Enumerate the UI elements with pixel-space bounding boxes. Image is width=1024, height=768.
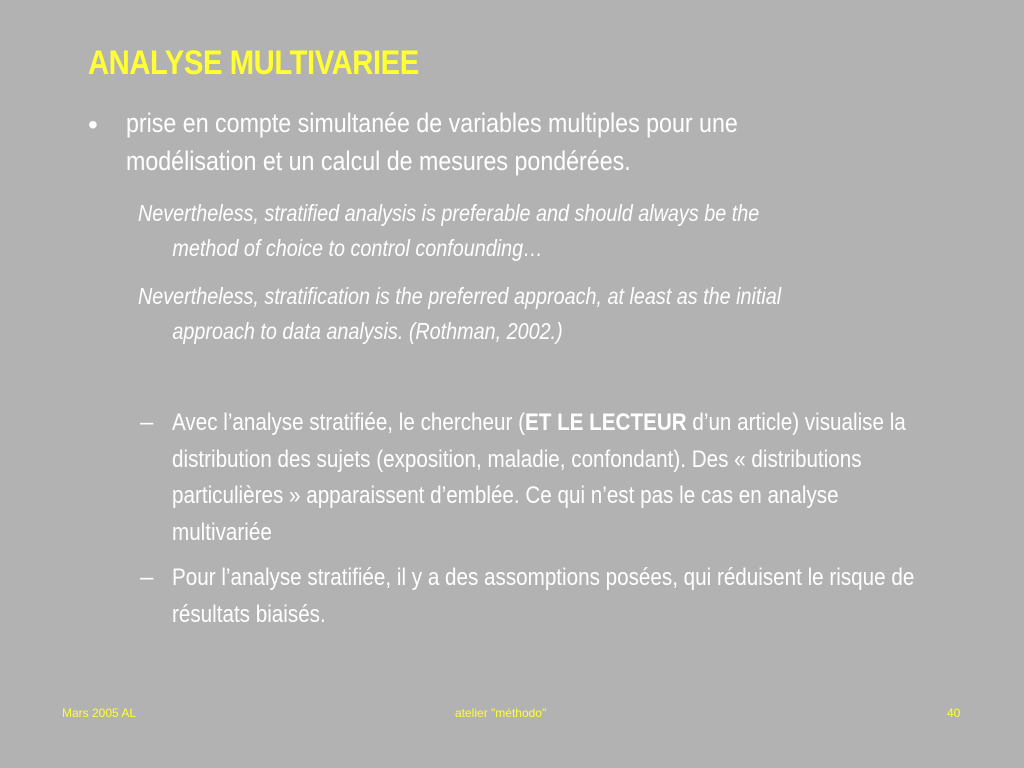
dash-item-2-text: Pour l’analyse stratifiée, il y a des assomptions posées, qui réduisent le risque de résultats biaisés. <box>172 564 915 628</box>
bullet-text <box>126 104 857 180</box>
quote-2 <box>138 279 912 349</box>
dash-item-1-part-1: Avec l’analyse stratifiée, le chercheur ( <box>172 409 525 436</box>
quote-1-line-1: Nevertheless, stratified analysis is preferable and should always be the <box>138 200 760 226</box>
dash-icon: – <box>140 564 154 591</box>
quote-2-line-1: Nevertheless, stratification is the preferred approach, at least as the initial <box>138 283 782 309</box>
quote-2-line-2: approach to data analysis. (Rothman, 2002.) <box>172 318 563 344</box>
footer-date: Mars 2005 AL <box>62 706 137 720</box>
dash-icon: – <box>140 409 154 436</box>
quote-1-line-2: method of choice to control confounding… <box>172 235 543 261</box>
bullet-icon: • <box>88 109 98 140</box>
slide-title: ANALYSE MULTIVARIEE <box>88 44 419 82</box>
footer-title: atelier "méthodo" <box>455 706 547 720</box>
dash-item-1-part-2: d’un article) visualise la distribution des sujets (exposition, maladie, confondant). Des « distributions particulières » apparaissent d’emblée. Ce qui n’est pas le cas en analyse multivariée <box>172 409 906 546</box>
bullet-text-line-1: prise en compte simultanée de variables multiples pour une <box>126 108 738 138</box>
footer-page-number: 40 <box>947 706 961 720</box>
dash-item-1-text <box>172 405 929 551</box>
quote-1 <box>138 196 912 266</box>
dash-item-1-bold: ET LE LECTEUR <box>524 409 687 436</box>
bullet-text-line-2: modélisation et un calcul de mesures pondérées. <box>126 146 631 176</box>
